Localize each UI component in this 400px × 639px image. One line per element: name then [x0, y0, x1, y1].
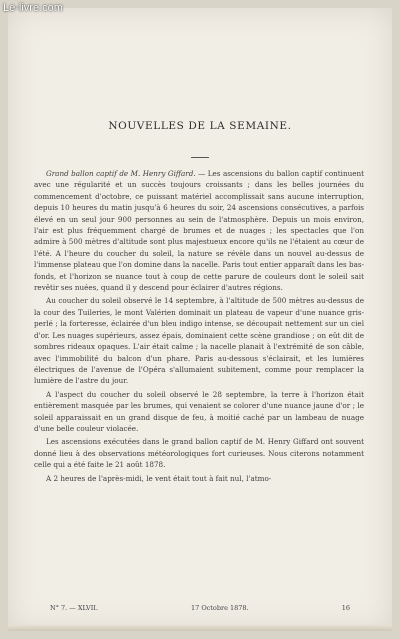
- footer-page-number: 16: [341, 604, 350, 612]
- article-body: [34, 168, 364, 486]
- scan-edge: [8, 625, 392, 631]
- paragraph: [34, 436, 364, 470]
- paragraph-text: A l'aspect du coucher du soleil observé le 28 septembre, la terre à l'horizon était entièrement masquée par les brumes, qui venaient se colorer d'une nuance jaune d'or ; le soleil apparaissait en un grand disque de feu, à moitié caché par un lambeau de nuage d'une belle couleur violacée.: [34, 389, 364, 433]
- paragraph-text: — Les ascensions du ballon captif continuent avec une régularité et un succès toujours croissants ; dans les belles journées du commencement d'octobre, ce puissant matériel accomplissait sans aucune interruption, depuis 10 heures du matin jusqu'à 6 heures du soir, 24 ascensions consécutives, a parfois élevé en un seul jour 900 personnes au sein de l'atmosphère. Depuis un mois environ, l'air est plus fréquemment chargé de brumes et de nuages ; les spectacles que l'on admire à 500 mètres d'altitude sont plus majestueux encore qu'ils ne l'étaient au cœur de l'été. A l'heure du coucher du soleil, la nature se révèle dans un nouvel au-dessus de l'immense plateau que l'on domine dans la nacelle. Paris tout entier apparaît dans les bas-fonds, et l'horizon se nuance tout à coup de cette parure de couleurs dont le soleil sait revêtir ses nuées, quand il y descend pour éclairer d'autres régions.: [34, 169, 364, 293]
- paragraph: [34, 295, 364, 386]
- paragraph: [34, 473, 364, 484]
- footer-issue: N° 7. — XLVII.: [50, 604, 98, 612]
- watermark-text: Le-livre.com: [3, 2, 63, 14]
- footer-date: 17 Octobre 1878.: [191, 604, 249, 612]
- paragraph-text: Les ascensions exécutées dans le grand ballon captif de M. Henry Giffard ont souvent donné lieu à des observations météorologiques fort curieuses. Nous citerons notamment celle qui a été faite le 21 août 1878.: [34, 437, 364, 470]
- paragraph: [34, 389, 364, 435]
- paragraph-text: A 2 heures de l'après-midi, le vent était tout à fait nul, l'atmo-: [46, 473, 272, 483]
- page-title: NOUVELLES DE LA SEMAINE.: [108, 120, 292, 132]
- title-rule: [191, 157, 209, 158]
- paragraph-text: Au coucher du soleil observé le 14 septembre, à l'altitude de 500 mètres au-dessus de la cour des Tuileries, le mont Valérien dominait un plateau de vapeur d'une nuance gris-perlé ; la forteresse, éclairée d'un bleu indigo intense, se découpait nettement sur un ciel d'or. Les nuages supérieurs, assez épais, dominaient cette scène grandiose ; on eût dit de sombres rideaux opaques. L'air était calme ; la nacelle planait à l'extrémité de son câble, avec l'immobilité du balcon d'un phare. Paris au-dessous s'éclairait, et les lumières électriques de l'avenue de l'Opéra s'allumaient subitement, comme pour remplacer la lumière de l'astre du jour.: [34, 296, 364, 386]
- scanned-page: [8, 8, 392, 631]
- paragraph: [34, 168, 364, 293]
- page-footer: [50, 604, 350, 612]
- paragraph-lead: Grand ballon captif de M. Henry Giffard.: [46, 169, 196, 178]
